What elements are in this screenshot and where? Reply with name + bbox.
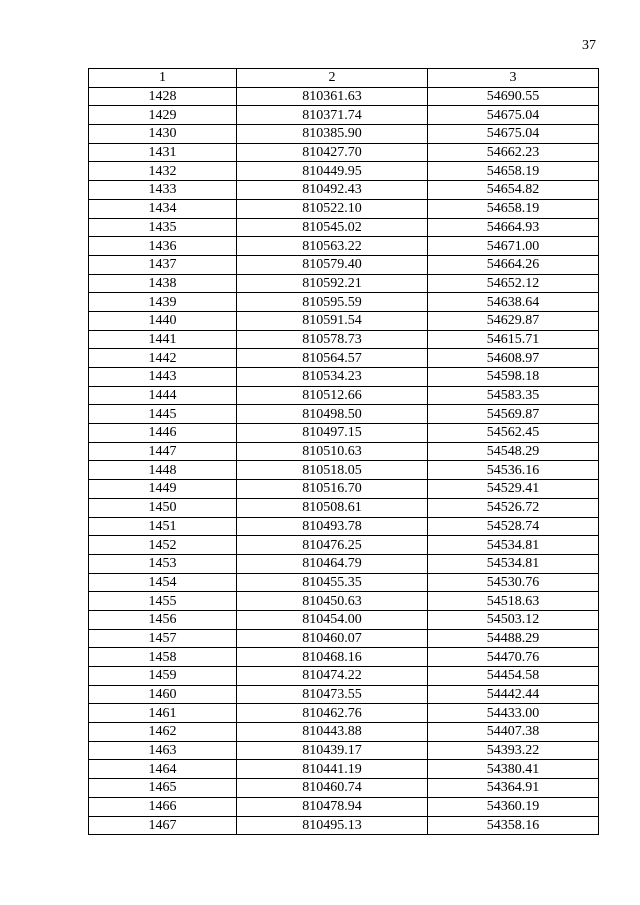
x-coordinate-cell: 810493.78 [237,517,428,536]
y-coordinate-cell: 54583.35 [428,386,599,405]
x-coordinate-cell: 810473.55 [237,685,428,704]
point-number-cell: 1449 [89,480,237,499]
y-coordinate-cell: 54534.81 [428,536,599,555]
table-row [89,816,599,835]
x-coordinate-cell: 810522.10 [237,199,428,218]
page-number: 37 [582,38,596,53]
point-number-cell: 1446 [89,424,237,443]
point-number-cell: 1428 [89,87,237,106]
table-row [89,554,599,573]
point-number-cell: 1460 [89,685,237,704]
y-coordinate-cell: 54360.19 [428,797,599,816]
x-coordinate-cell: 810454.00 [237,610,428,629]
point-number-cell: 1445 [89,405,237,424]
y-coordinate-cell: 54675.04 [428,125,599,144]
point-number-cell: 1435 [89,218,237,237]
x-coordinate-cell: 810460.07 [237,629,428,648]
y-coordinate-cell: 54530.76 [428,573,599,592]
y-coordinate-cell: 54562.45 [428,424,599,443]
point-number-cell: 1465 [89,779,237,798]
x-coordinate-cell: 810455.35 [237,573,428,592]
table-row [89,368,599,387]
table-row [89,424,599,443]
point-number-cell: 1454 [89,573,237,592]
point-number-cell: 1464 [89,760,237,779]
point-number-cell: 1457 [89,629,237,648]
table-row [89,536,599,555]
y-coordinate-cell: 54664.93 [428,218,599,237]
x-coordinate-cell: 810510.63 [237,442,428,461]
table-row [89,143,599,162]
table-row [89,517,599,536]
table-row [89,274,599,293]
point-number-cell: 1438 [89,274,237,293]
table-row [89,629,599,648]
x-coordinate-cell: 810450.63 [237,592,428,611]
x-coordinate-cell: 810476.25 [237,536,428,555]
y-coordinate-cell: 54569.87 [428,405,599,424]
x-coordinate-cell: 810462.76 [237,704,428,723]
x-coordinate-cell: 810512.66 [237,386,428,405]
x-coordinate-cell: 810492.43 [237,181,428,200]
y-coordinate-cell: 54528.74 [428,517,599,536]
table-row [89,181,599,200]
table-row [89,349,599,368]
x-coordinate-cell: 810441.19 [237,760,428,779]
table-row [89,480,599,499]
point-number-cell: 1430 [89,125,237,144]
y-coordinate-cell: 54534.81 [428,554,599,573]
point-number-cell: 1461 [89,704,237,723]
point-number-cell: 1432 [89,162,237,181]
point-number-cell: 1429 [89,106,237,125]
x-coordinate-cell: 810495.13 [237,816,428,835]
point-number-cell: 1440 [89,311,237,330]
point-number-cell: 1463 [89,741,237,760]
table-row [89,293,599,312]
table-row [89,610,599,629]
y-coordinate-cell: 54615.71 [428,330,599,349]
y-coordinate-cell: 54598.18 [428,368,599,387]
table-row [89,162,599,181]
point-number-cell: 1443 [89,368,237,387]
table-row [89,87,599,106]
point-number-cell: 1467 [89,816,237,835]
x-coordinate-cell: 810474.22 [237,667,428,686]
point-number-cell: 1444 [89,386,237,405]
x-coordinate-cell: 810516.70 [237,480,428,499]
y-coordinate-cell: 54690.55 [428,87,599,106]
table-row [89,218,599,237]
table-row [89,573,599,592]
table-row [89,386,599,405]
y-coordinate-cell: 54658.19 [428,199,599,218]
y-coordinate-cell: 54529.41 [428,480,599,499]
y-coordinate-cell: 54433.00 [428,704,599,723]
y-coordinate-cell: 54664.26 [428,255,599,274]
point-number-cell: 1456 [89,610,237,629]
table-row [89,405,599,424]
table-row [89,704,599,723]
x-coordinate-cell: 810468.16 [237,648,428,667]
table-row [89,667,599,686]
table-row [89,779,599,798]
point-number-cell: 1431 [89,143,237,162]
point-number-cell: 1448 [89,461,237,480]
table-row [89,311,599,330]
x-coordinate-cell: 810563.22 [237,237,428,256]
x-coordinate-cell: 810564.57 [237,349,428,368]
point-number-cell: 1442 [89,349,237,368]
x-coordinate-cell: 810439.17 [237,741,428,760]
x-coordinate-cell: 810497.15 [237,424,428,443]
point-number-cell: 1451 [89,517,237,536]
point-number-cell: 1450 [89,498,237,517]
table-row [89,255,599,274]
x-coordinate-cell: 810385.90 [237,125,428,144]
y-coordinate-cell: 54608.97 [428,349,599,368]
x-coordinate-cell: 810427.70 [237,143,428,162]
x-coordinate-cell: 810534.23 [237,368,428,387]
y-coordinate-cell: 54658.19 [428,162,599,181]
x-coordinate-cell: 810371.74 [237,106,428,125]
table-row [89,648,599,667]
point-number-cell: 1441 [89,330,237,349]
point-number-cell: 1462 [89,723,237,742]
table-row [89,330,599,349]
table-row [89,498,599,517]
y-coordinate-cell: 54358.16 [428,816,599,835]
column-header: 1 [89,69,237,88]
point-number-cell: 1466 [89,797,237,816]
y-coordinate-cell: 54652.12 [428,274,599,293]
x-coordinate-cell: 810449.95 [237,162,428,181]
point-number-cell: 1453 [89,554,237,573]
x-coordinate-cell: 810460.74 [237,779,428,798]
table-row [89,685,599,704]
y-coordinate-cell: 54488.29 [428,629,599,648]
point-number-cell: 1455 [89,592,237,611]
table-row [89,592,599,611]
column-header: 2 [237,69,428,88]
y-coordinate-cell: 54454.58 [428,667,599,686]
y-coordinate-cell: 54548.29 [428,442,599,461]
table-row [89,237,599,256]
table-row [89,106,599,125]
table-header [89,69,599,88]
y-coordinate-cell: 54364.91 [428,779,599,798]
point-number-cell: 1459 [89,667,237,686]
y-coordinate-cell: 54662.23 [428,143,599,162]
y-coordinate-cell: 54442.44 [428,685,599,704]
table-row [89,723,599,742]
x-coordinate-cell: 810578.73 [237,330,428,349]
y-coordinate-cell: 54503.12 [428,610,599,629]
y-coordinate-cell: 54536.16 [428,461,599,480]
x-coordinate-cell: 810518.05 [237,461,428,480]
x-coordinate-cell: 810478.94 [237,797,428,816]
x-coordinate-cell: 810498.50 [237,405,428,424]
table-row [89,741,599,760]
x-coordinate-cell: 810508.61 [237,498,428,517]
y-coordinate-cell: 54671.00 [428,237,599,256]
y-coordinate-cell: 54380.41 [428,760,599,779]
y-coordinate-cell: 54526.72 [428,498,599,517]
column-header: 3 [428,69,599,88]
point-number-cell: 1458 [89,648,237,667]
table-row [89,442,599,461]
point-number-cell: 1433 [89,181,237,200]
table-row [89,797,599,816]
y-coordinate-cell: 54393.22 [428,741,599,760]
x-coordinate-cell: 810579.40 [237,255,428,274]
y-coordinate-cell: 54407.38 [428,723,599,742]
header-row [89,69,599,88]
y-coordinate-cell: 54470.76 [428,648,599,667]
table-row [89,760,599,779]
table-body [89,87,599,835]
coordinates-table [88,68,599,835]
table-row [89,125,599,144]
x-coordinate-cell: 810595.59 [237,293,428,312]
y-coordinate-cell: 54629.87 [428,311,599,330]
x-coordinate-cell: 810545.02 [237,218,428,237]
y-coordinate-cell: 54654.82 [428,181,599,200]
point-number-cell: 1439 [89,293,237,312]
x-coordinate-cell: 810361.63 [237,87,428,106]
point-number-cell: 1452 [89,536,237,555]
point-number-cell: 1437 [89,255,237,274]
x-coordinate-cell: 810443.88 [237,723,428,742]
point-number-cell: 1447 [89,442,237,461]
point-number-cell: 1434 [89,199,237,218]
table-row [89,461,599,480]
y-coordinate-cell: 54675.04 [428,106,599,125]
x-coordinate-cell: 810591.54 [237,311,428,330]
point-number-cell: 1436 [89,237,237,256]
table-row [89,199,599,218]
x-coordinate-cell: 810592.21 [237,274,428,293]
x-coordinate-cell: 810464.79 [237,554,428,573]
y-coordinate-cell: 54638.64 [428,293,599,312]
y-coordinate-cell: 54518.63 [428,592,599,611]
